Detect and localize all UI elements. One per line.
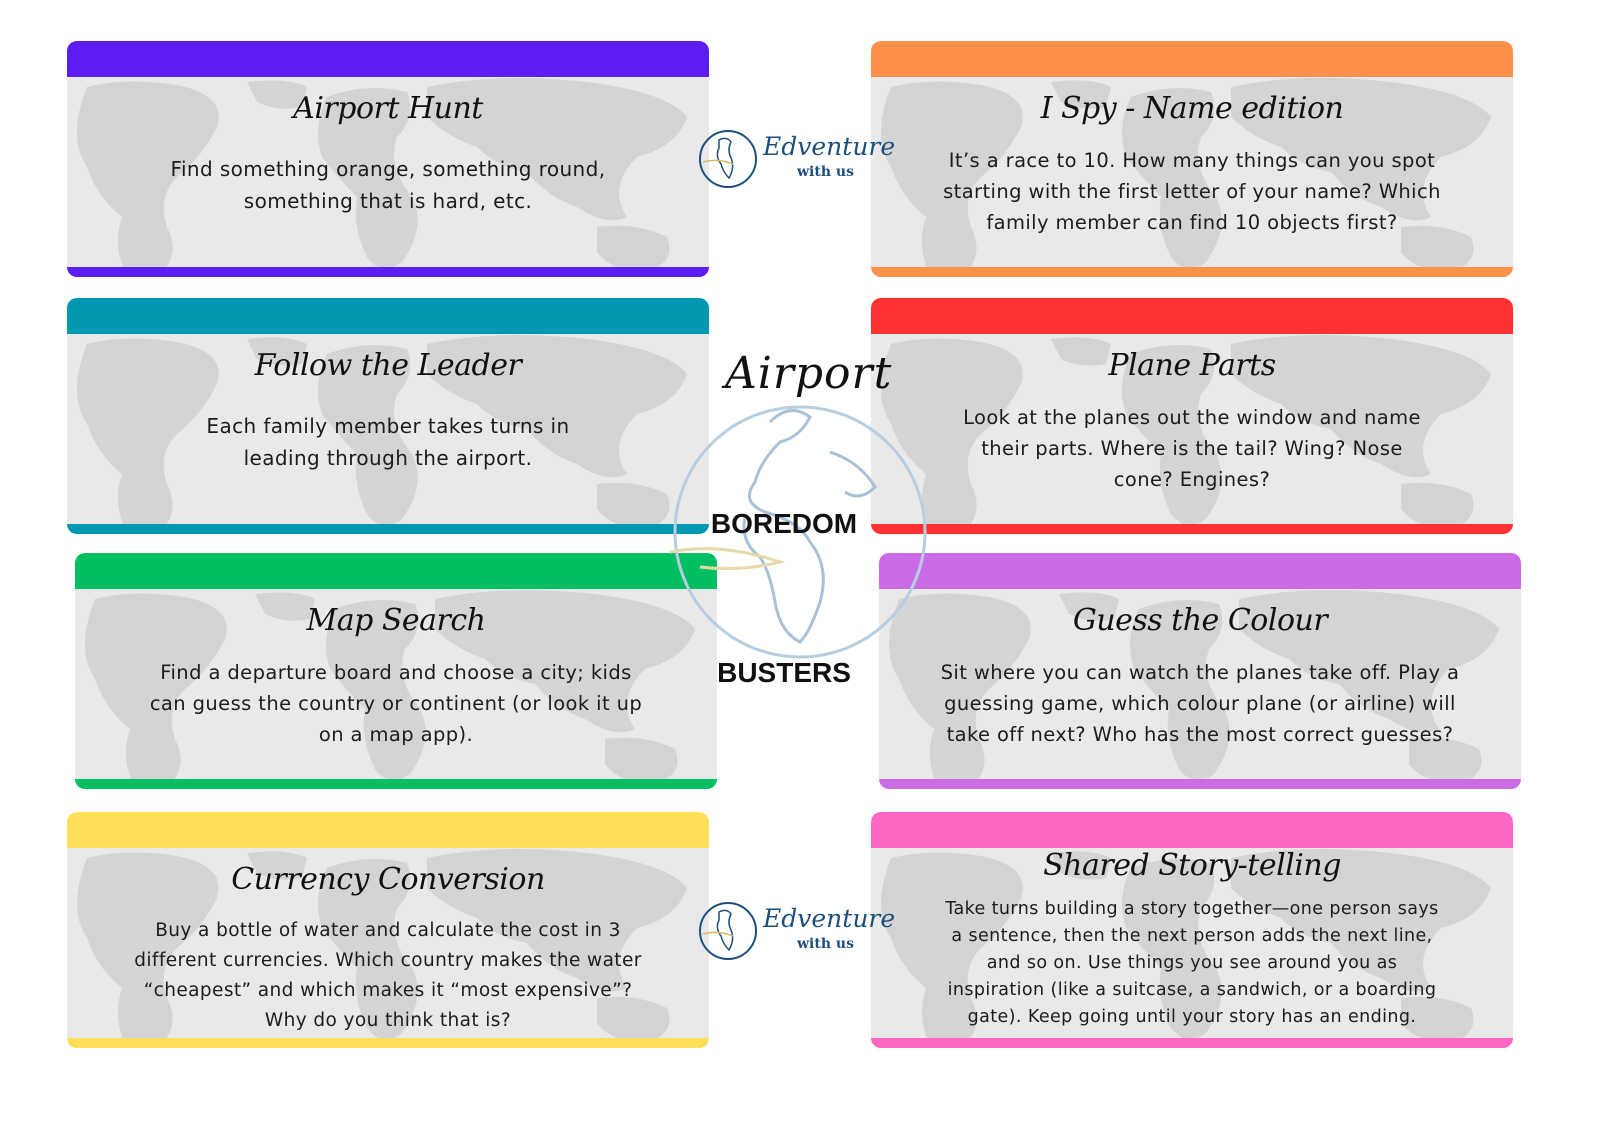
card-bottom-band [871,267,1513,277]
activity-card-currency-conversion [67,812,709,1048]
brand-logo-bottom [697,898,896,968]
card-description [909,657,1491,750]
card-body [871,77,1513,267]
card-top-band [67,298,709,334]
card-line: Each family member takes turns in [206,414,570,438]
card-bottom-band [871,1038,1513,1048]
globe-logo-icon [697,128,759,190]
card-top-band [75,553,717,589]
card-line: Why do you think that is? [264,1010,512,1031]
card-body [67,77,709,267]
card-line: family member can find 10 objects first? [986,211,1398,234]
card-description [117,153,659,217]
card-line: different currencies. Which country makes the water [134,950,642,971]
card-title: I Spy - Name edition [1040,91,1344,126]
card-bottom-band [879,779,1521,789]
center-title: Airport [725,348,893,399]
brand-subtitle: with us [797,164,854,180]
card-top-band [871,41,1513,77]
card-top-band [67,812,709,848]
card-top-band [871,298,1513,334]
center-word-busters: BUSTERS [717,657,851,688]
card-description [125,657,667,750]
card-line: Look at the planes out the window and name [963,406,1421,429]
card-line: It’s a race to 10. How many things can you spot [948,149,1436,172]
card-line: leading through the airport. [243,446,533,470]
card-line: Buy a bottle of water and calculate the cost in 3 [155,920,621,941]
card-body [67,848,709,1038]
card-description [921,145,1463,238]
card-line: “cheapest” and which makes it “most expensive”? [143,980,633,1001]
activity-card-follow-the-leader [67,298,709,534]
card-title: Guess the Colour [1072,603,1328,638]
activity-card-guess-the-colour [879,553,1521,789]
card-title: Airport Hunt [293,91,483,126]
activity-card-plane-parts [871,298,1513,534]
card-title: Plane Parts [1108,348,1276,383]
card-body [67,334,709,524]
card-description [921,402,1463,495]
card-line: gate). Keep going until your story has an ending. [967,1007,1417,1027]
center-word-boredom: BOREDOM [710,508,858,539]
card-description [107,916,669,1036]
card-body [871,334,1513,524]
card-line: a sentence, then the next person adds the next line, [951,926,1433,946]
card-bottom-band [871,524,1513,534]
card-line: inspiration (like a suitcase, a sandwich, or a boarding [947,980,1437,1000]
card-line: on a map app). [318,723,474,746]
card-body [871,848,1513,1038]
card-line: Find something orange, something round, [170,157,606,181]
activity-card-shared-story-telling [871,812,1513,1048]
card-top-band [67,41,709,77]
card-line: Sit where you can watch the planes take off. Play a [940,661,1460,684]
card-body [75,589,717,779]
brand-name: Edventure [763,904,896,933]
activity-card-i-spy [871,41,1513,277]
card-body [879,589,1521,779]
card-bottom-band [75,779,717,789]
card-line: cone? Engines? [1113,468,1271,491]
card-description [901,896,1483,1031]
card-line: Take turns building a story together—one person says [945,899,1439,919]
card-line: guessing game, which colour plane (or airline) will [944,692,1456,715]
card-title: Currency Conversion [231,862,545,897]
card-description [117,410,659,474]
globe-logo-icon [697,900,759,962]
activity-card-airport-hunt [67,41,709,277]
card-title: Shared Story-telling [1043,848,1341,883]
card-bottom-band [67,524,709,534]
card-top-band [871,812,1513,848]
card-bottom-band [67,1038,709,1048]
brand-logo-top [697,126,896,196]
card-line: starting with the first letter of your name? Which [943,180,1441,203]
card-line: something that is hard, etc. [243,189,533,213]
card-line: Find a departure board and choose a city; kids [160,661,632,684]
card-bottom-band [67,267,709,277]
card-line: can guess the country or continent (or look it up [149,692,643,715]
card-title: Map Search [306,603,486,638]
activity-card-map-search [75,553,717,789]
card-line: and so on. Use things you see around you as [986,953,1398,973]
card-line: take off next? Who has the most correct guesses? [946,723,1454,746]
card-top-band [879,553,1521,589]
brand-subtitle: with us [797,936,854,952]
card-title: Follow the Leader [254,348,522,383]
card-line: their parts. Where is the tail? Wing? Nose [981,437,1403,460]
brand-name: Edventure [763,132,896,161]
